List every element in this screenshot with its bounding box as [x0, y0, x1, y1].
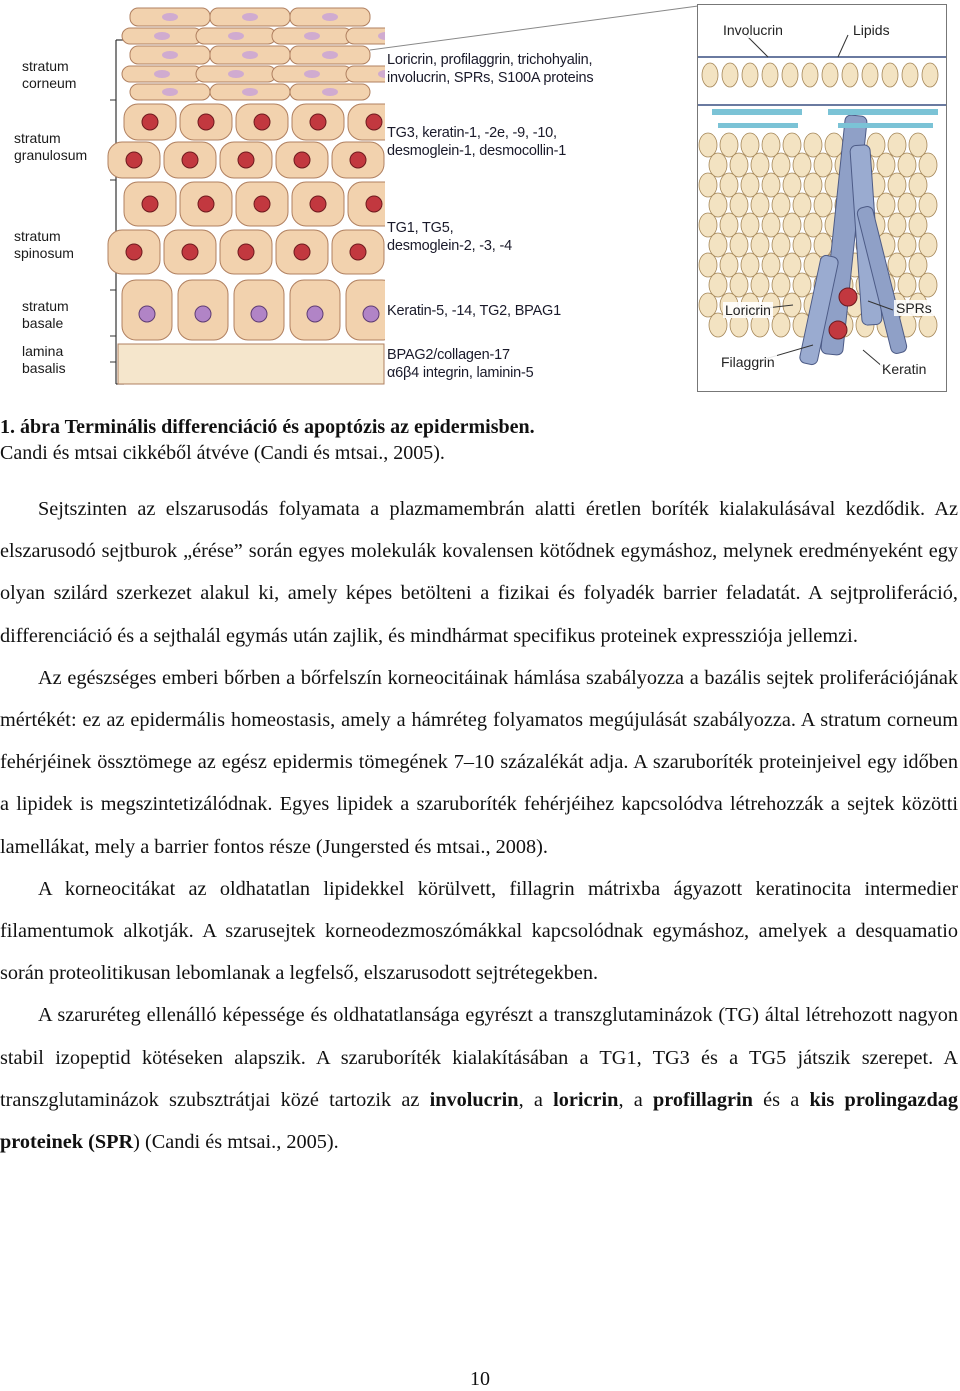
corneocyte-nucleus: [304, 70, 320, 78]
caption-title: 1. ábra Terminális differenciáció és apoptózis az epidermisben.: [0, 416, 535, 438]
term-loricrin: loricrin: [553, 1088, 619, 1111]
filaggrin-granule: [730, 153, 748, 177]
filaggrin-granule: [709, 153, 727, 177]
filaggrin-granule: [877, 193, 895, 217]
term-involucrin: involucrin: [429, 1088, 519, 1111]
filaggrin-granule: [741, 133, 759, 157]
zoom-label-keratin: Keratin: [882, 361, 927, 377]
term-spr: kis prolingazdag proteinek (SPR: [0, 1088, 958, 1154]
basal-nucleus: [363, 306, 379, 322]
filaggrin-granule: [762, 253, 780, 277]
keratinocyte-nucleus: [350, 152, 366, 168]
filaggrin-granule: [898, 273, 916, 297]
filaggrin-granule: [720, 173, 738, 197]
filaggrin-granule: [898, 193, 916, 217]
corneocyte-nucleus: [304, 32, 320, 40]
basal-nucleus: [195, 306, 211, 322]
paragraph-1: Sejtszinten az elszarusodás folyamata a plazmamembrán alatti éretlen boríték kialakulásával kezdődik. Az elszarusodó sejtburok „érése” során egyes molekulák kovalensen kötődnek egymáshoz, melynek eredményeként egy olyan szilárd szerkezet alakul ki, amely képes betölteni a fizikai és folyadék barrier feladatát. A sejtproliferáció, differenciáció és a sejthalál egymás után zajlik, és mindhármat specifikus proteinek expressziója jellemzi.: [0, 498, 958, 647]
corneocyte-nucleus: [242, 88, 258, 96]
layer-label-corneum: stratum corneum: [22, 58, 77, 91]
filaggrin-granule: [919, 273, 937, 297]
layer-label-lamina-basalis: lamina basalis: [22, 343, 66, 376]
corneocyte-nucleus: [228, 32, 244, 40]
filaggrin-granule: [909, 173, 927, 197]
paragraph-4: A szaruréteg ellenálló képessége és oldhatatlansága egyrészt a transzglutaminázok (TG) által létrehozott nagyon stabil izopeptid kötéseken alapszik. A szaruboríték kialakításában a TG1, TG3 és a TG5 játszik szerepet. A transzglutaminázok szubsztrátjai közé tartozik az involucrin, a loricrin, a profillagrin és a kis prolingazdag proteinek (SPR) (Candi és mtsai., 2005).: [0, 1004, 958, 1154]
filaggrin-granule: [793, 193, 811, 217]
filaggrin-granule: [762, 213, 780, 237]
filaggrin-granule: [720, 213, 738, 237]
filaggrin-granule: [804, 213, 822, 237]
filaggrin-granule: [751, 233, 769, 257]
keratinocyte-nucleus: [198, 114, 214, 130]
filaggrin-granule: [699, 133, 717, 157]
marker-granulosum: TG3, keratin-1, -2e, -9, -10, desmoglein-1, desmocollin-1: [387, 125, 567, 159]
corneocyte-nucleus: [162, 13, 178, 21]
corneocyte-nucleus: [242, 51, 258, 59]
filaggrin-granule: [909, 133, 927, 157]
term-profillagrin: profillagrin: [653, 1088, 753, 1111]
lipid-bars: [712, 109, 938, 128]
filaggrin-granule: [709, 193, 727, 217]
envelope-granule: [722, 63, 738, 87]
keratinocyte-nucleus: [126, 244, 142, 260]
envelope-granule: [842, 63, 858, 87]
filaggrin-granule: [888, 173, 906, 197]
filaggrin-granule: [699, 213, 717, 237]
keratinocyte-nucleus: [142, 196, 158, 212]
filaggrin-granule: [751, 193, 769, 217]
envelope-granule: [822, 63, 838, 87]
filaggrin-granule: [877, 153, 895, 177]
keratinocyte-nucleus: [350, 244, 366, 260]
keratinocyte-nucleus: [294, 152, 310, 168]
filaggrin-granule: [709, 233, 727, 257]
filaggrin-granule: [772, 313, 790, 337]
keratinocyte-nucleus: [198, 196, 214, 212]
envelope-granule: [922, 63, 938, 87]
filaggrin-granule: [793, 153, 811, 177]
filaggrin-granule: [909, 213, 927, 237]
filaggrin-granule: [762, 133, 780, 157]
filaggrin-granule: [699, 253, 717, 277]
zoom-label-involucrin: Involucrin: [723, 22, 783, 38]
filaggrin-granule: [730, 193, 748, 217]
zoom-label-lipids: Lipids: [853, 22, 890, 38]
epidermis-cell-diagram: [100, 0, 385, 392]
filaggrin-granule: [730, 273, 748, 297]
filaggrin-granule: [804, 173, 822, 197]
envelope-granule: [902, 63, 918, 87]
filaggrin-granule: [919, 233, 937, 257]
filaggrin-granule: [783, 253, 801, 277]
filaggrin-granule: [699, 293, 717, 317]
filaggrin-granule: [814, 233, 832, 257]
corneocyte-nucleus: [322, 13, 338, 21]
filaggrin-granule: [804, 133, 822, 157]
marker-corneum: Loricrin, profilaggrin, trichohyalin, involucrin, SPRs, S100A proteins: [387, 52, 594, 86]
keratinocyte-nucleus: [366, 196, 382, 212]
zoom-label-loricrin: Loricrin: [725, 302, 771, 318]
filaggrin-granule: [825, 133, 843, 157]
filaggrin-granule: [741, 213, 759, 237]
filaggrin-granule: [909, 253, 927, 277]
corneocyte-nucleus: [228, 70, 244, 78]
keratinocyte-nucleus: [182, 244, 198, 260]
filaggrin-granule: [741, 253, 759, 277]
epidermis-figure: [0, 0, 960, 395]
filaggrin-granule: [772, 273, 790, 297]
basement-membrane: [118, 344, 384, 384]
filaggrin-granule: [888, 133, 906, 157]
paragraph-3: A korneocitákat az oldhatatlan lipidekkel körülvett, fillagrin mátrixba ágyazott keratinocita intermedier filamentumok alkotják. A szarusejtek korneodezmoszómákkal kapcsolódnak egymáshoz, amelyek a desquamatio során proteolitikusan lebomlanak a legfelső, elszarusodott sejtrétegekben.: [0, 877, 958, 985]
basal-nucleus: [251, 306, 267, 322]
marker-spinosum: TG1, TG5, desmoglein-2, -3, -4: [387, 220, 512, 254]
keratinocyte-nucleus: [310, 114, 326, 130]
filaggrin-granule: [793, 233, 811, 257]
keratinocyte-nucleus: [238, 244, 254, 260]
filaggrin-granule: [720, 253, 738, 277]
keratinocyte-nucleus: [238, 152, 254, 168]
envelope-granule: [802, 63, 818, 87]
filaggrin-granule: [762, 173, 780, 197]
filaggrin-granule: [919, 153, 937, 177]
corneocyte-nucleus: [162, 51, 178, 59]
keratinocyte-nucleus: [126, 152, 142, 168]
filaggrin-granule: [888, 253, 906, 277]
filaggrin-granule: [919, 313, 937, 337]
filaggrin-granule: [699, 173, 717, 197]
filaggrin-granule: [783, 133, 801, 157]
filaggrin-granule: [772, 233, 790, 257]
keratinocyte-nucleus: [182, 152, 198, 168]
corneocyte-nucleus: [162, 88, 178, 96]
layer-label-granulosum: stratum granulosum: [14, 130, 88, 163]
caption-source: Candi és mtsai cikkéből átvéve (Candi és mtsai., 2005).: [0, 442, 445, 464]
keratinocyte-nucleus: [366, 114, 382, 130]
corneocyte-nucleus: [154, 32, 170, 40]
marker-basale: Keratin-5, -14, TG2, BPAG1: [387, 303, 561, 319]
basal-nucleus: [307, 306, 323, 322]
filaggrin-granule: [888, 213, 906, 237]
filaggrin-granule: [772, 193, 790, 217]
keratinocyte-nucleus: [142, 114, 158, 130]
keratinocyte-nucleus: [254, 196, 270, 212]
filaggrin-granule: [898, 153, 916, 177]
marker-lamina: BPAG2/collagen-17 α6β4 integrin, laminin-5: [387, 347, 534, 381]
filaggrin-granule: [783, 213, 801, 237]
filaggrin-granule: [751, 153, 769, 177]
envelope-granule: [882, 63, 898, 87]
filaggrin-granule: [741, 173, 759, 197]
filaggrin-granule: [772, 153, 790, 177]
paragraph-2: Az egészséges emberi bőrben a bőrfelszín korneocitáinak hámlása szabályozza a bazális sejtek proliferációjának mértékét: ez az epidermális homeostasis, amely a hámréteg folyamatos megújulását szabályozza. A stratum corneum fehérjéinek össztömege az egész epidermis tömegének 7–10 százalékát adja. A szaruboríték proteinjeivel egy időben a lipidek is megszintetizálódnak. Egyes lipidek a szaruboríték fehérjéihez kapcsolódva létrehozzák a sejtek közötti lamellákat, mely a barrier fontos része (Jungersted és mtsai., 2008).: [0, 666, 958, 858]
filaggrin-granule: [751, 273, 769, 297]
page-number: 10: [470, 1368, 490, 1390]
basal-nucleus: [139, 306, 155, 322]
envelope-granule: [702, 63, 718, 87]
filaggrin-granule: [814, 193, 832, 217]
corneocyte-nucleus: [322, 51, 338, 59]
filaggrin-granule: [783, 173, 801, 197]
filaggrin-granule: [919, 193, 937, 217]
filaggrin-granule: [730, 233, 748, 257]
envelope-granule: [762, 63, 778, 87]
cornified-envelope-zoom: [697, 4, 947, 392]
keratinocyte-nucleus: [294, 244, 310, 260]
corneocyte-nucleus: [242, 13, 258, 21]
filaggrin-granule: [814, 153, 832, 177]
envelope-granule: [782, 63, 798, 87]
filaggrin-granule: [720, 133, 738, 157]
filaggrin-granule: [709, 273, 727, 297]
zoom-label-filaggrin: Filaggrin: [721, 354, 775, 370]
figure-caption: [0, 414, 940, 466]
filaggrin-granule: [898, 233, 916, 257]
body-text: [0, 488, 958, 1163]
filaggrin-granule: [793, 273, 811, 297]
layer-label-basale: stratum basale: [22, 298, 69, 331]
corneocyte-nucleus: [154, 70, 170, 78]
keratinocyte-nucleus: [310, 196, 326, 212]
corneocyte-nucleus: [322, 88, 338, 96]
envelope-granule: [742, 63, 758, 87]
zoom-label-sprs: SPRs: [896, 300, 932, 316]
keratinocyte-nucleus: [254, 114, 270, 130]
layer-label-spinosum: stratum spinosum: [14, 228, 74, 261]
envelope-granule: [862, 63, 878, 87]
zoom-connector: [370, 0, 705, 60]
